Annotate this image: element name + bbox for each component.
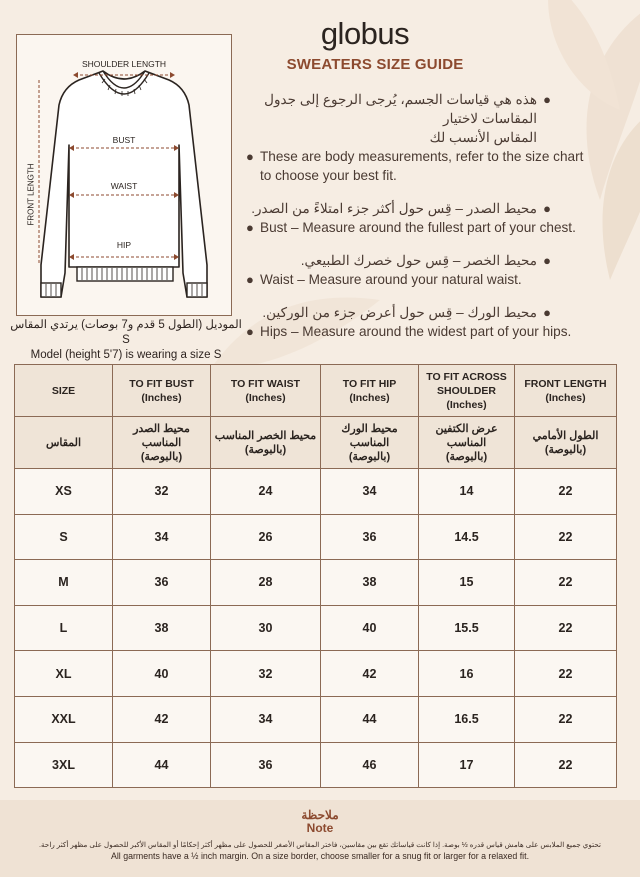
bullet-icon: ● <box>246 272 254 287</box>
table-row <box>15 651 617 697</box>
cell-hip: 46 <box>321 742 419 788</box>
shoulder-length-label: SHOULDER LENGTH <box>81 59 167 69</box>
table-header-ar <box>15 417 617 469</box>
header-waist-ar: محيط الخصر المناسب (بالبوصة) <box>211 417 321 469</box>
note-title-en: Note <box>306 821 334 835</box>
table-row <box>15 742 617 788</box>
cell-bust: 38 <box>113 605 211 651</box>
header-shoulder-ar: عرض الكتفين المناسب (بالبوصة) <box>419 417 515 469</box>
bullet-icon: ● <box>543 305 551 320</box>
cell-hip: 36 <box>321 514 419 560</box>
bust-note-en: Bust – Measure around the fullest part of your chest. <box>260 220 576 235</box>
cell-shoulder: 14 <box>419 469 515 515</box>
table-row <box>15 560 617 606</box>
cell-waist: 24 <box>211 469 321 515</box>
cell-hip: 40 <box>321 605 419 651</box>
note-title-ar: ملاحظة <box>301 808 339 822</box>
header-front-length-ar: الطول الأمامي (بالبوصة) <box>515 417 617 469</box>
hips-note-en: Hips – Measure around the widest part of your hips. <box>260 324 572 339</box>
measurement-notes <box>246 90 626 355</box>
header-front-length: FRONT LENGTH (Inches) <box>515 365 617 417</box>
cell-front-length: 22 <box>515 742 617 788</box>
cell-hip: 44 <box>321 696 419 742</box>
cell-shoulder: 15.5 <box>419 605 515 651</box>
header-bust: TO FIT BUST (Inches) <box>113 365 211 417</box>
note-text-en: All garments have a ½ inch margin. On a size border, choose smaller for a snug fit or larger for a relaxed fit. <box>110 851 530 861</box>
cell-front-length: 22 <box>515 469 617 515</box>
intro-en-line-2: to choose your best fit. <box>260 168 397 183</box>
header-bust-ar: محيط الصدر المناسب (بالبوصة) <box>113 417 211 469</box>
cell-waist: 28 <box>211 560 321 606</box>
cell-waist: 30 <box>211 605 321 651</box>
cell-size: M <box>15 560 113 606</box>
cell-front-length: 22 <box>515 560 617 606</box>
waist-note <box>246 251 626 289</box>
cell-bust: 40 <box>113 651 211 697</box>
table-row <box>15 469 617 515</box>
table-row <box>15 605 617 651</box>
model-caption <box>8 318 244 363</box>
cell-size: L <box>15 605 113 651</box>
bullet-icon: ● <box>543 253 551 268</box>
hips-note-ar: محيط الورك – قِس حول أعرض جزء من الوركين. <box>262 305 537 320</box>
cell-waist: 34 <box>211 696 321 742</box>
cell-shoulder: 16 <box>419 651 515 697</box>
hip-label: HIP <box>116 240 132 250</box>
hips-note <box>246 303 626 341</box>
header-waist: TO FIT WAIST (Inches) <box>211 365 321 417</box>
note-text-ar: تحتوي جميع الملابس على هامش قياس قدره ½ بوصة. إذا كانت قياساتك تقع بين مقاسين، فاختر المقاس الأصغر للحصول على مظهر أكثر إحكامًا أو المقاس الأكبر للحصول على مظهر أكثر راحة. <box>39 840 601 849</box>
table-header-en <box>15 365 617 417</box>
sweater-icon <box>17 35 231 315</box>
cell-shoulder: 15 <box>419 560 515 606</box>
cell-front-length: 22 <box>515 651 617 697</box>
model-caption-ar: الموديل (الطول 5 قدم و7 بوصات) يرتدي المقاس S <box>10 319 242 346</box>
intro-ar-line-1: هذه هي قياسات الجسم، يُرجى الرجوع إلى جدول المقاسات لاختيار <box>264 92 537 126</box>
cell-size: XXL <box>15 696 113 742</box>
cell-bust: 34 <box>113 514 211 560</box>
model-caption-en: Model (height 5'7) is wearing a size S <box>30 349 222 361</box>
bullet-icon: ● <box>246 149 254 164</box>
sweater-diagram <box>16 34 232 316</box>
table-row <box>15 514 617 560</box>
header-size: SIZE <box>15 365 113 417</box>
intro-note <box>246 90 626 185</box>
header-hip: TO FIT HIP (Inches) <box>321 365 419 417</box>
table-row <box>15 696 617 742</box>
waist-note-en: Waist – Measure around your natural waist. <box>260 272 522 287</box>
bullet-icon: ● <box>543 92 551 107</box>
page-title: SWEATERS SIZE GUIDE <box>286 56 464 73</box>
cell-size: 3XL <box>15 742 113 788</box>
intro-en-line-1: These are body measurements, refer to the size chart <box>260 149 584 164</box>
cell-hip: 38 <box>321 560 419 606</box>
cell-size: XL <box>15 651 113 697</box>
cell-shoulder: 17 <box>419 742 515 788</box>
waist-label: WAIST <box>110 181 138 191</box>
header-shoulder: TO FIT ACROSS SHOULDER (Inches) <box>419 365 515 417</box>
cell-bust: 42 <box>113 696 211 742</box>
cell-hip: 42 <box>321 651 419 697</box>
bullet-icon: ● <box>246 324 254 339</box>
size-chart-table <box>14 364 617 788</box>
waist-note-ar: محيط الخصر – قِس حول خصرك الطبيعي. <box>300 253 537 268</box>
cell-waist: 36 <box>211 742 321 788</box>
cell-size: XS <box>15 469 113 515</box>
cell-bust: 36 <box>113 560 211 606</box>
cell-waist: 32 <box>211 651 321 697</box>
bust-label: BUST <box>112 135 136 145</box>
bullet-icon: ● <box>246 220 254 235</box>
footer-note <box>0 800 640 877</box>
bust-note-ar: محيط الصدر – قِس حول أكثر جزء امتلاءً من الصدر. <box>251 201 537 216</box>
header-size-ar: المقاس <box>15 417 113 469</box>
header-hip-ar: محيط الورك المناسب (بالبوصة) <box>321 417 419 469</box>
bust-note <box>246 199 626 237</box>
cell-front-length: 22 <box>515 514 617 560</box>
cell-hip: 34 <box>321 469 419 515</box>
intro-ar-line-2: المقاس الأنسب لك <box>429 130 537 145</box>
bullet-icon: ● <box>543 201 551 216</box>
cell-waist: 26 <box>211 514 321 560</box>
front-length-label: FRONT LENGTH <box>26 163 36 226</box>
cell-shoulder: 14.5 <box>419 514 515 560</box>
cell-bust: 44 <box>113 742 211 788</box>
brand-logo: globus <box>320 16 410 51</box>
cell-size: S <box>15 514 113 560</box>
cell-shoulder: 16.5 <box>419 696 515 742</box>
cell-front-length: 22 <box>515 696 617 742</box>
cell-front-length: 22 <box>515 605 617 651</box>
cell-bust: 32 <box>113 469 211 515</box>
